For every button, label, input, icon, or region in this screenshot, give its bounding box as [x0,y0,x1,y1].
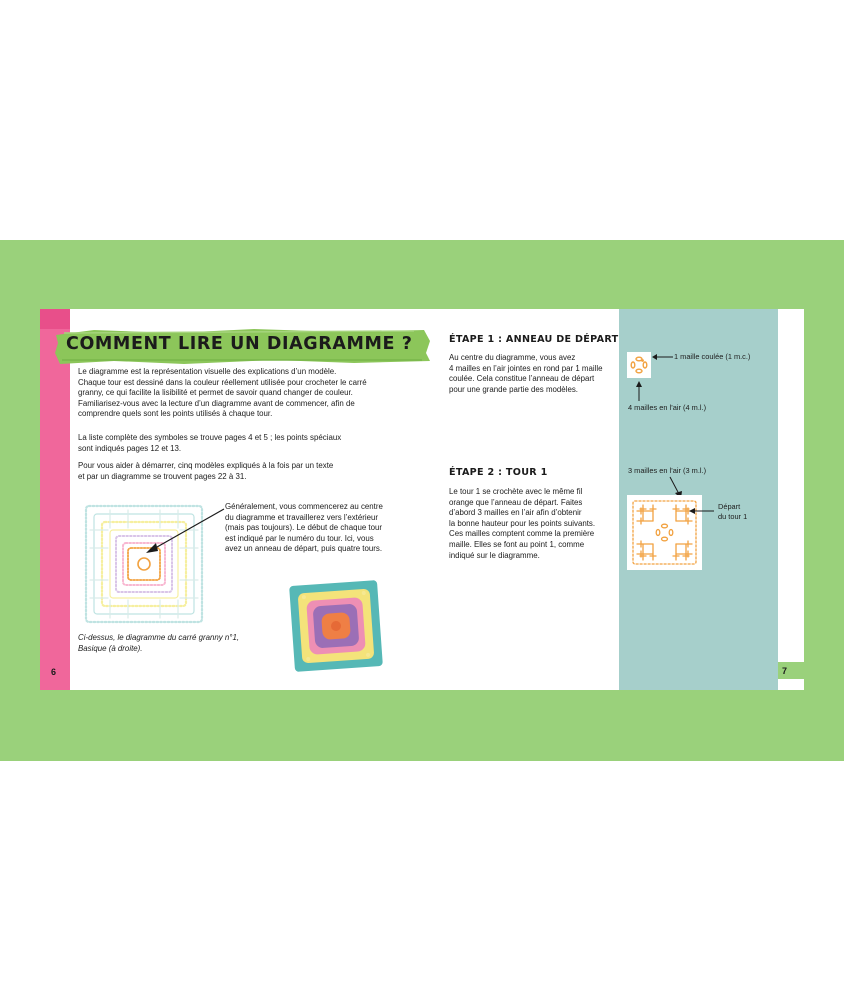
models-paragraph [78,461,333,482]
step2-line: orange que l’anneau de départ. Faites [449,497,583,507]
book-spread [40,309,804,690]
symbols-paragraph [78,433,341,454]
models-line: et par un diagramme se trouvent pages 22 à 31. [78,471,247,481]
symbols-line: La liste complète des symboles se trouve pages 4 et 5 ; les points spéciaux [78,433,342,442]
intro-paragraph [78,367,367,420]
intro-line: Le diagramme est la représentation visuelle des explications d’un modèle. [78,367,337,376]
step2-heading: ÉTAPE 2 : TOUR 1 [449,467,548,478]
chain-arrow [635,381,643,401]
step2-line: Le tour 1 se crochète avec le même fil [449,487,583,496]
step1-heading: ÉTAPE 1 : ANNEAU DE DÉPART [449,334,619,345]
step2-line: la bonne hauteur pour les points suivants. [449,518,596,528]
caption [78,633,239,654]
slip-stitch-label: 1 maille coulée (1 m.c.) [674,352,751,361]
annotation-line: du diagramme et travaillerez vers l’extérieur [225,512,379,522]
page-number-right: 7 [782,666,788,676]
starting-ring-box [627,352,651,378]
annotation-line: Généralement, vous commencerez au centre [225,502,383,511]
step1-line: 4 mailles en l’air jointes en rond par 1 maille [449,363,603,373]
slip-stitch-arrow [651,353,675,361]
intro-line: Chaque tour est dessiné dans la couleur réellement utilisée pour crocheter le carré [78,377,367,387]
intro-line: comprendre quels sont les points utilisés à chaque tour. [78,409,273,419]
starting-ring-diagram [627,352,651,378]
four-chains-label: 4 mailles en l’air (4 m.l.) [628,403,707,412]
intro-line: granny, ce qui facilite la lisibilité et permet de savoir quand changer de couleur. [78,388,353,398]
page-number-left: 6 [51,667,57,677]
start-round-line: Départ [718,502,741,511]
annotation-line: est indiqué par le numéro du tour. Ici, vous [225,533,374,543]
start-round-line: du tour 1 [718,511,748,521]
caption-line: Basique (à droite). [78,643,143,653]
step2-line: maille. Elles se font au point 1, comme [449,539,585,549]
step1-line: Au centre du diagramme, vous avez [449,353,576,362]
annotation-line: (mais pas toujours). Le début de chaque tour [225,523,383,533]
symbols-line: sont indiqués pages 12 et 13. [78,443,182,453]
step2-line: indiqué sur le diagramme. [449,550,540,560]
granny-square-photo [286,579,386,674]
step2-paragraph [449,487,595,561]
three-chains-label: 3 mailles en l’air (3 m.l.) [628,466,707,475]
caption-line: Ci-dessus, le diagramme du carré granny n°1, [78,633,240,642]
step2-line: d’abord 3 mailles en l’air afin d’obtenir [449,508,582,518]
intro-line: Familiarisez-vous avec la lecture d’un diagramme avant de commencer, afin de [78,398,355,408]
step1-paragraph [449,353,603,395]
step1-line: pour une grande partie des modèles. [449,384,578,394]
step1-line: coulée. Cela constitue l’anneau de départ [449,374,595,384]
pink-side-bar [40,309,70,690]
start-round-label [718,502,747,521]
annotation-line: avez un anneau de départ, puis quatre tours. [225,544,383,554]
page-title: COMMENT LIRE UN DIAGRAMME ? [66,334,413,354]
step2-line: Ces mailles comptent comme la première [449,529,595,539]
models-line: Pour vous aider à démarrer, cinq modèles expliqués à la fois par un texte [78,461,334,470]
annotation-paragraph [225,502,383,555]
annotation-arrow [140,507,230,557]
pink-bar-top [40,309,70,329]
start-round-arrow [689,505,715,517]
